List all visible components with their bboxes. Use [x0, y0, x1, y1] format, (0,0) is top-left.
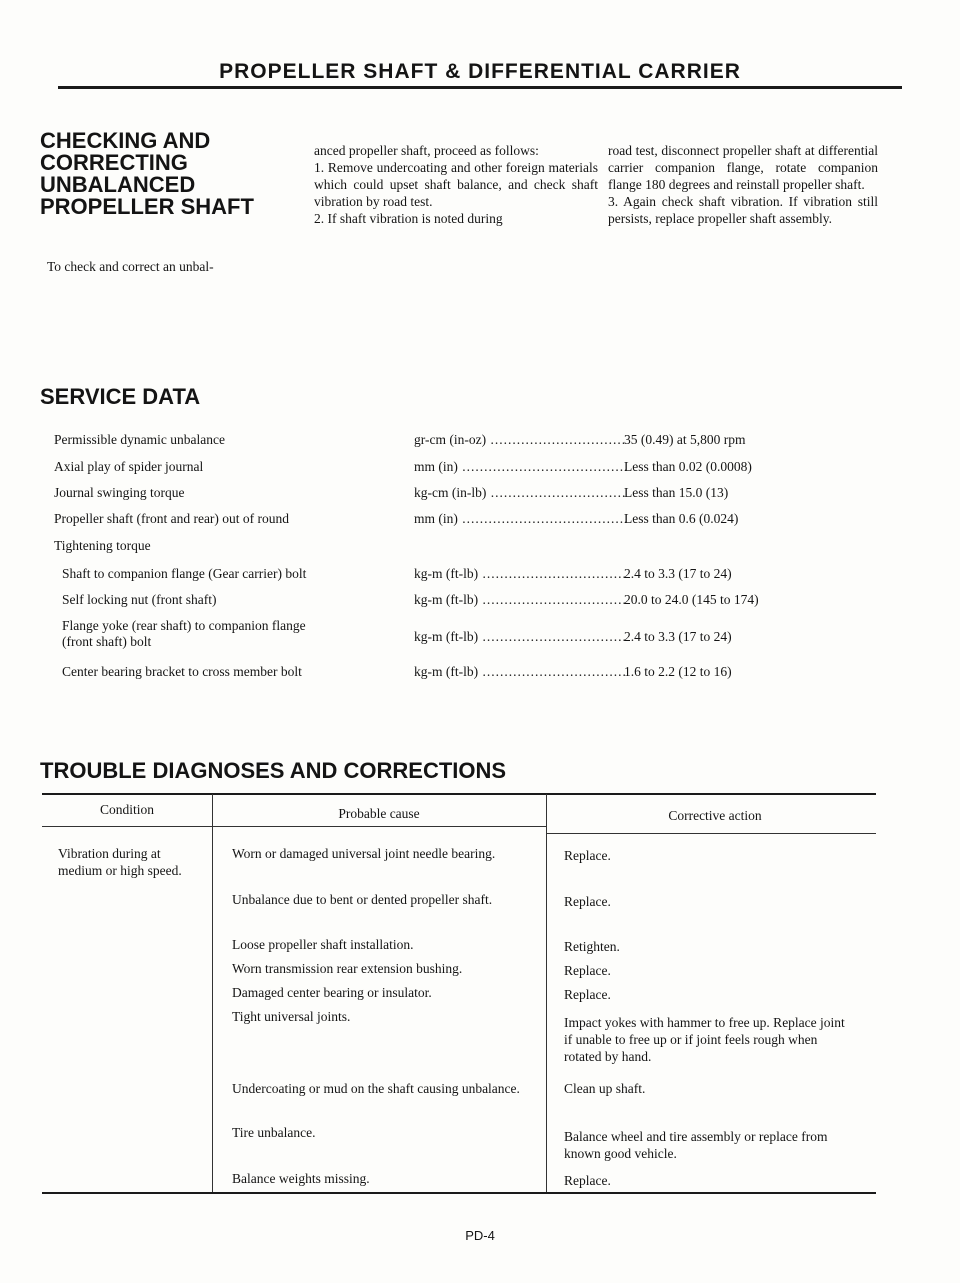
- cause-cell: Damaged center bearing or insulator.: [232, 985, 432, 1000]
- service-label-line: Flange yoke (rear shaft) to companion flange: [62, 618, 306, 633]
- column-header-condition: Condition: [99, 802, 154, 817]
- header-rule: [58, 86, 902, 89]
- intro-text: To check and correct an unbal-: [47, 259, 214, 274]
- cause-cell: Worn or damaged universal joint needle bearing.: [232, 846, 496, 861]
- service-label: Propeller shaft (front and rear) out of round: [54, 511, 290, 526]
- column-header-action: Corrective action: [668, 808, 762, 823]
- service-value: 2.4 to 3.3 (17 to 24): [624, 629, 732, 644]
- service-label: Center bearing bracket to cross member bolt: [62, 664, 302, 679]
- action-cell: Replace.: [564, 894, 611, 909]
- service-value: 2.4 to 3.3 (17 to 24): [624, 566, 732, 581]
- checking-section-heading: [40, 130, 300, 218]
- action-cell: Replace.: [564, 848, 611, 863]
- table-header-rule: [42, 826, 212, 827]
- cause-cell: Worn transmission rear extension bushing.: [232, 961, 463, 976]
- cause-cell: Balance weights missing.: [232, 1171, 370, 1186]
- service-label: Self locking nut (front shaft): [62, 592, 217, 607]
- action-cell: Impact yokes with hammer to free up. Replace joint if unable to free up or if joint feels rough when rotated by hand.: [564, 1015, 845, 1064]
- heading-line: UNBALANCED: [40, 172, 196, 197]
- heading-line: CHECKING AND: [40, 128, 211, 153]
- procedure-paragraph: road test, disconnect propeller shaft at differential carrier companion flange, rotate companion flange 180 degrees and reinstall propeller shaft.: [608, 143, 878, 192]
- procedure-column-3: [608, 142, 878, 227]
- table-column-divider: [546, 794, 547, 1193]
- trouble-heading: TROUBLE DIAGNOSES AND CORRECTIONS: [40, 758, 507, 783]
- service-unit: kg-m (ft-lb) .....: [414, 629, 626, 645]
- table-header-rule: [546, 833, 876, 834]
- service-value: 20.0 to 24.0 (145 to 174): [624, 592, 759, 607]
- procedure-step: 1. Remove undercoating and other foreign materials which could upset shaft balance, and check shaft vibration by road test.: [314, 160, 598, 209]
- cause-cell: Tire unbalance.: [232, 1125, 316, 1140]
- service-unit: kg-m (ft-lb) .....: [414, 566, 626, 582]
- action-cell: Balance wheel and tire assembly or replace from known good vehicle.: [564, 1129, 828, 1161]
- table-column-divider: [212, 794, 213, 1193]
- service-unit: kg-cm (in-lb) .....: [414, 485, 626, 501]
- action-cell: Retighten.: [564, 939, 620, 954]
- service-label: [62, 618, 402, 650]
- service-unit: gr-cm (in-oz) .....: [414, 432, 626, 448]
- heading-line: PROPELLER SHAFT: [40, 194, 254, 219]
- table-header-rule: [212, 826, 546, 827]
- procedure-step: 2. If shaft vibration is noted during: [314, 211, 503, 226]
- action-cell: Clean up shaft.: [564, 1081, 646, 1096]
- condition-cell: Vibration during at medium or high speed.: [58, 846, 182, 878]
- service-subheading: Tightening torque: [54, 538, 151, 553]
- procedure-step: 3. Again check shaft vibration. If vibration still persists, replace propeller shaft assembly.: [608, 194, 878, 226]
- service-value: Less than 15.0 (13): [624, 485, 729, 500]
- action-cell: Replace.: [564, 987, 611, 1002]
- service-unit: kg-m (ft-lb) .....: [414, 592, 626, 608]
- page-number: PD-4: [465, 1228, 495, 1243]
- service-unit: mm (in) .....: [414, 459, 626, 475]
- cause-cell: Tight universal joints.: [232, 1009, 351, 1024]
- action-cell: Replace.: [564, 1173, 611, 1188]
- service-label: Axial play of spider journal: [54, 459, 204, 474]
- heading-line: CORRECTING: [40, 150, 188, 175]
- page-header-title: PROPELLER SHAFT & DIFFERENTIAL CARRIER: [219, 60, 741, 83]
- service-label: Permissible dynamic unbalance: [54, 432, 225, 447]
- service-label: Shaft to companion flange (Gear carrier) bolt: [62, 566, 307, 581]
- service-data-heading: SERVICE DATA: [40, 384, 201, 409]
- service-value: Less than 0.02 (0.0008): [624, 459, 752, 474]
- column-header-cause: Probable cause: [338, 806, 420, 821]
- procedure-column-2: [314, 142, 598, 227]
- service-unit: mm (in) .....: [414, 511, 626, 527]
- procedure-paragraph: anced propeller shaft, proceed as follows:: [314, 143, 539, 158]
- action-cell: Replace.: [564, 963, 611, 978]
- cause-cell: Loose propeller shaft installation.: [232, 937, 414, 952]
- service-value: 1.6 to 2.2 (12 to 16): [624, 664, 732, 679]
- table-top-rule: [42, 793, 876, 795]
- service-value: 35 (0.49) at 5,800 rpm: [624, 432, 746, 447]
- service-label: Journal swinging torque: [54, 485, 185, 500]
- cause-cell: Unbalance due to bent or dented propeller shaft.: [232, 892, 493, 907]
- service-value: Less than 0.6 (0.024): [624, 511, 739, 526]
- cause-cell: Undercoating or mud on the shaft causing unbalance.: [232, 1081, 520, 1096]
- table-bottom-rule: [42, 1192, 876, 1194]
- service-unit: kg-m (ft-lb) .....: [414, 664, 626, 680]
- service-label-line: (front shaft) bolt: [62, 634, 152, 649]
